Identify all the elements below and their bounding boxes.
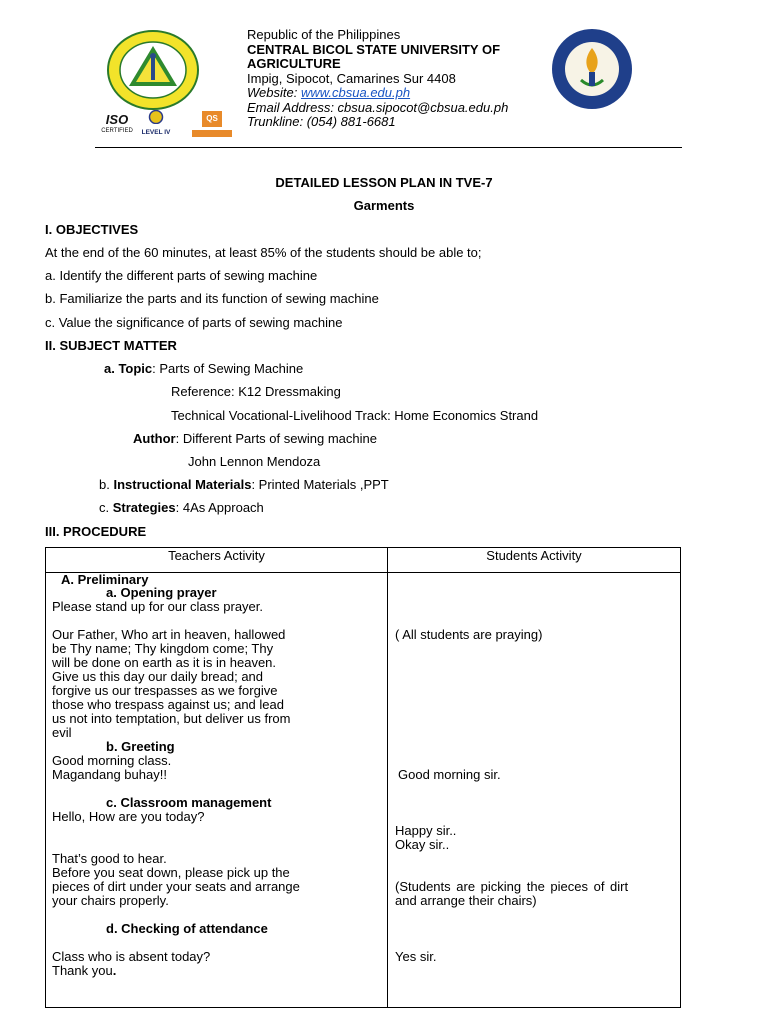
teacher-line-text: Thank you [52, 963, 113, 978]
teacher-column-header [46, 548, 388, 573]
teacher-line: Please stand up for our class prayer. [52, 599, 264, 614]
strategies-prefix: c. [99, 500, 113, 515]
website-label: Website: [247, 85, 301, 100]
header-divider [95, 147, 682, 148]
university-name: CENTRAL BICOL STATE UNIVERSITY OF [247, 41, 501, 57]
subject-matter-heading: II. SUBJECT MATTER [45, 338, 177, 353]
teacher-line: That’s good to hear. [52, 851, 167, 866]
materials-label: Instructional Materials [113, 477, 252, 492]
trunkline-line: Trunkline: (054) 881-6681 [247, 114, 396, 129]
objective-item: c. Value the significance of parts of sewing machine [45, 315, 343, 330]
subheading-classroom-management: c. Classroom management [106, 795, 272, 810]
author-name: John Lennon Mendoza [188, 454, 321, 469]
objective-item: a. Identify the different parts of sewing machine [45, 268, 318, 283]
student-line: and arrange their chairs) [395, 893, 537, 908]
university-seal-logo [107, 30, 199, 110]
teacher-line: evil [52, 725, 72, 740]
qs-badge [192, 111, 232, 138]
teacher-line: be Thy name; Thy kingdom come; Thy [52, 641, 274, 656]
student-line: ( All students are praying) [395, 627, 543, 642]
table-header-row [46, 548, 681, 573]
teacher-line: Our Father, Who art in heaven, hallowed [52, 627, 286, 642]
author-label: Author [133, 431, 176, 446]
teacher-line: Give us this day our daily bread; and [52, 669, 264, 684]
student-line: Happy sir.. [395, 823, 457, 838]
subheading-checking-attendance: d. Checking of attendance [106, 921, 268, 936]
website-line [247, 86, 508, 101]
subheading-opening-prayer: a. Opening prayer [106, 585, 217, 600]
objectives-intro: At the end of the 60 minutes, at least 85% of the students should be able to; [45, 245, 482, 260]
author-line [133, 431, 377, 446]
teacher-line: those who trespass against us; and lead [52, 697, 284, 712]
level-iv-icon [147, 110, 165, 124]
website-link[interactable]: www.cbsua.edu.ph [300, 85, 411, 100]
teacher-line: Good morning class. [52, 753, 172, 768]
republic-line: Republic of the Philippines [247, 27, 401, 42]
strategies-value: : 4As Approach [175, 500, 264, 515]
student-activity-cell [388, 573, 681, 1008]
topic-value: : Parts of Sewing Machine [152, 361, 304, 376]
letterhead [247, 28, 508, 130]
iso-label: ISO [105, 112, 129, 127]
author-value: : Different Parts of sewing machine [175, 431, 377, 446]
strategies-line [99, 500, 264, 515]
teacher-line: your chairs properly. [52, 893, 169, 908]
teacher-line: Hello, How are you today? [52, 809, 205, 824]
procedure-table [45, 547, 681, 1008]
iso-sub-label: CERTIFIED [101, 128, 133, 134]
university-name-line2: AGRICULTURE [247, 56, 341, 71]
student-column-header [388, 548, 681, 573]
teacher-line: will be done on earth as it is in heaven. [52, 655, 277, 670]
teacher-line-period: . [112, 963, 117, 978]
lesson-plan-subtitle: Garments [353, 198, 415, 213]
subheading-greeting: b. Greeting [106, 739, 175, 754]
qs-label: QS [202, 111, 222, 127]
teacher-column-label: Teachers Activity [168, 548, 265, 563]
qs-stars [192, 130, 232, 137]
strategies-label: Strategies [112, 500, 176, 515]
student-line: Yes sir. [395, 949, 437, 964]
level-iv-label: LEVEL IV [141, 129, 171, 136]
email-line: Email Address: cbsua.sipocot@cbsua.edu.ph [247, 99, 509, 115]
student-column-label: Students Activity [486, 548, 582, 563]
student-line: Okay sir.. [395, 837, 450, 852]
materials-value: : Printed Materials ,PPT [251, 477, 389, 492]
lesson-plan-title: DETAILED LESSON PLAN IN TVE-7 [275, 175, 493, 190]
level-iv-badge [140, 110, 172, 140]
topic-label: a. Topic [104, 361, 153, 376]
objectives-heading: I. OBJECTIVES [45, 222, 139, 237]
teacher-line: us not into temptation, but deliver us from [52, 711, 291, 726]
teacher-line: Before you seat down, please pick up the [52, 865, 290, 880]
iso-badge [100, 113, 134, 139]
objective-item: b. Familiarize the parts and its function of sewing machine [45, 291, 379, 306]
teacher-line: forgive us our trespasses as we forgive [52, 683, 278, 698]
topic-line [104, 361, 303, 376]
teacher-activity-cell [46, 573, 388, 1008]
teacher-line: Class who is absent today? [52, 949, 211, 964]
student-line: Good morning sir. [398, 767, 501, 782]
student-line: (Students are picking the pieces of dirt [395, 879, 629, 894]
teacher-line: Magandang buhay!! [52, 767, 167, 782]
procedure-heading: III. PROCEDURE [45, 524, 147, 539]
materials-line [99, 477, 389, 492]
college-of-education-logo [551, 28, 633, 110]
teacher-line: pieces of dirt under your seats and arrange [52, 879, 300, 894]
address-line: Impig, Sipocot, Camarines Sur 4408 [247, 70, 456, 86]
teacher-line [52, 964, 116, 978]
track-line: Technical Vocational-Livelihood Track: Home Economics Strand [171, 408, 539, 423]
table-row [46, 573, 681, 1008]
reference-line: Reference: K12 Dressmaking [171, 384, 341, 399]
materials-prefix: b. [99, 477, 114, 492]
section-preliminary: A. Preliminary [61, 572, 149, 587]
